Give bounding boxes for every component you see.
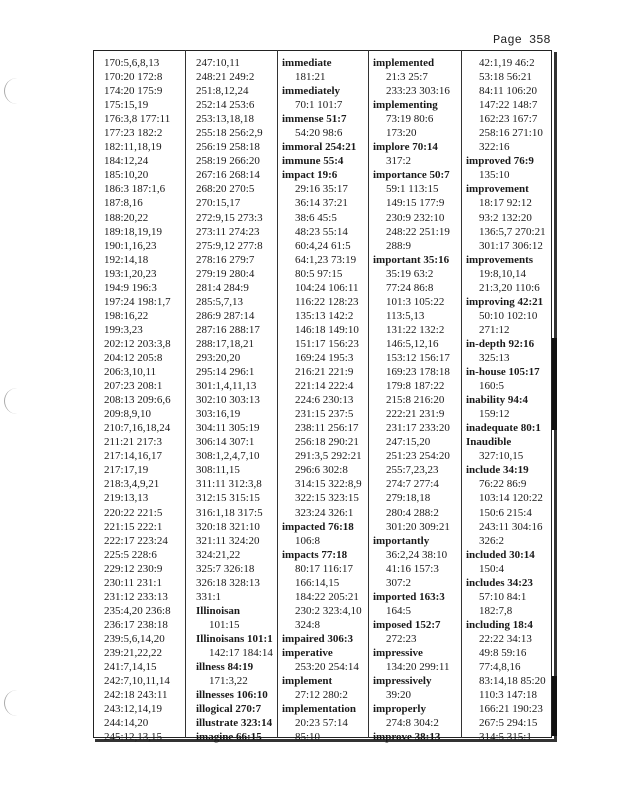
index-entry: 54:20 98:6 — [295, 127, 343, 140]
index-entry: 116:22 128:23 — [295, 295, 359, 308]
index-term: implementing — [373, 99, 438, 112]
index-entry: 20:23 57:14 — [295, 717, 348, 730]
index-term: illnesses 106:10 — [196, 689, 268, 702]
index-term: implement — [282, 675, 333, 688]
index-entry: 255:7,23,23 — [386, 464, 439, 477]
index-entry: 106:8 — [295, 534, 321, 547]
index-entry: 323:24 326:1 — [295, 506, 354, 519]
index-term: immediate — [282, 57, 332, 69]
index-entry: 326:18 328:13 — [196, 576, 260, 589]
index-entry: 42:1,19 46:2 — [479, 57, 535, 69]
index-term: Illinoisans 101:1 — [196, 632, 273, 645]
index-entry: 230:2 323:4,10 — [295, 604, 362, 617]
index-entry: 285:5,7,13 — [196, 295, 244, 308]
index-entry: 270:15,17 — [196, 197, 241, 210]
index-entry: 267:5 294:15 — [479, 717, 538, 730]
index-entry: 225:5 228:6 — [104, 548, 157, 561]
index-entry: 322:16 — [479, 141, 510, 154]
index-entry: 199:3,23 — [104, 323, 143, 336]
index-entry: 220:22 221:5 — [104, 506, 163, 519]
index-entry: 197:24 198:1,7 — [104, 295, 171, 308]
index-entry: 222:17 223:24 — [104, 534, 168, 547]
index-entry: 242:18 243:11 — [104, 689, 168, 702]
index-entry: 215:8 216:20 — [386, 394, 445, 407]
index-term: include 34:19 — [466, 464, 529, 477]
index-term: implemented — [373, 57, 435, 69]
side-bar-marker — [552, 676, 557, 736]
index-entry: 36:2,24 38:10 — [386, 548, 448, 561]
index-term: impact 19:6 — [282, 169, 338, 182]
index-term: improving 42:21 — [466, 295, 544, 308]
index-entry: 291:3,5 292:21 — [295, 450, 362, 463]
index-entry: 221:14 222:4 — [295, 380, 354, 393]
index-entry: 164:5 — [386, 604, 412, 617]
index-column-2 — [196, 56, 276, 744]
index-entry: 258:16 271:10 — [479, 127, 543, 140]
page-number: Page 358 — [493, 33, 551, 47]
index-entry: 173:20 — [386, 127, 417, 140]
index-entry: 169:23 178:18 — [386, 366, 450, 379]
index-entry: 83:14,18 85:20 — [479, 675, 546, 688]
index-entry: 231:15 237:5 — [295, 408, 354, 421]
index-entry: 18:17 92:12 — [479, 197, 532, 210]
index-entry: 35:19 63:2 — [386, 267, 434, 280]
index-entry: 184:22 205:21 — [295, 590, 359, 603]
index-term: including 18:4 — [466, 618, 533, 631]
index-entry: 41:16 157:3 — [386, 562, 439, 575]
index-entry: 219:13,13 — [104, 492, 149, 505]
index-entry: 77:4,8,16 — [479, 661, 521, 674]
index-entry: 149:15 177:9 — [386, 197, 445, 210]
index-entry: 324:8 — [295, 618, 321, 631]
index-entry: 229:12 230:9 — [104, 562, 163, 575]
index-term: immediately — [282, 85, 341, 98]
index-entry: 204:12 205:8 — [104, 351, 163, 364]
index-entry: 131:22 132:2 — [386, 323, 445, 336]
index-term: improperly — [373, 703, 426, 716]
index-term: immense 51:7 — [282, 113, 347, 126]
index-entry: 104:24 106:11 — [295, 281, 359, 294]
index-entry: 301:17 306:12 — [479, 239, 543, 252]
index-term: impacted 76:18 — [282, 520, 354, 533]
index-entry: 236:17 238:18 — [104, 618, 168, 631]
index-entry: 170:5,6,8,13 — [104, 57, 160, 69]
index-entry: 27:12 280:2 — [295, 689, 348, 702]
index-entry: 70:1 101:7 — [295, 99, 343, 112]
index-entry: 314:5 315:1 — [479, 731, 532, 744]
index-entry: 247:15,20 — [386, 436, 431, 449]
index-entry: 77:24 86:8 — [386, 281, 434, 294]
index-entry: 325:7 326:18 — [196, 562, 255, 575]
index-entry: 206:3,10,11 — [104, 366, 157, 379]
index-term: imperative — [282, 646, 333, 659]
index-entry: 267:16 268:14 — [196, 169, 260, 182]
index-term: in-depth 92:16 — [466, 337, 535, 350]
index-term: importance 50:7 — [373, 169, 450, 182]
index-entry: 113:5,13 — [386, 309, 425, 322]
index-entry: 253:13,18,18 — [196, 113, 255, 126]
index-term: immoral 254:21 — [282, 141, 357, 154]
index-term: imported 163:3 — [373, 590, 445, 603]
index-entry: 322:15 323:15 — [295, 492, 359, 505]
index-entry: 293:20,20 — [196, 351, 241, 364]
index-entry: 176:3,8 177:11 — [104, 113, 171, 126]
index-entry: 301:1,4,11,13 — [196, 380, 257, 393]
index-entry: 258:19 266:20 — [196, 155, 260, 168]
index-entry: 243:12,14,19 — [104, 703, 163, 716]
index-entry: 321:11 324:20 — [196, 534, 260, 547]
index-entry: 85:10 — [295, 731, 321, 744]
index-entry: 190:1,16,23 — [104, 239, 157, 252]
index-entry: 308:11,15 — [196, 464, 240, 477]
index-entry: 306:14 307:1 — [196, 436, 255, 449]
index-entry: 207:23 208:1 — [104, 380, 163, 393]
index-entry: 278:16 279:7 — [196, 253, 255, 266]
index-entry: 162:23 167:7 — [479, 113, 538, 126]
index-entry: 29:16 35:17 — [295, 183, 348, 196]
index-entry: 218:3,4,9,21 — [104, 478, 160, 491]
index-entry: 233:23 303:16 — [386, 85, 450, 98]
column-separator — [185, 50, 186, 738]
index-term: illness 84:19 — [196, 661, 254, 674]
index-entry: 301:20 309:21 — [386, 520, 450, 533]
punch-hole-middle — [4, 388, 23, 414]
index-entry: 80:5 97:15 — [295, 267, 343, 280]
index-entry: 150:4 — [479, 562, 505, 575]
index-entry: 150:6 215:4 — [479, 506, 532, 519]
index-entry: 256:18 290:21 — [295, 436, 359, 449]
index-term: impressive — [373, 646, 423, 659]
punch-hole-top — [4, 78, 23, 104]
index-column-5 — [466, 56, 552, 744]
column-separator — [277, 50, 278, 738]
index-entry: 241:7,14,15 — [104, 661, 157, 674]
index-entry: 188:20,22 — [104, 211, 149, 224]
index-entry: 272:23 — [386, 632, 417, 645]
index-entry: 179:8 187:22 — [386, 380, 445, 393]
index-entry: 221:15 222:1 — [104, 520, 163, 533]
index-entry: 311:11 312:3,8 — [196, 478, 262, 491]
index-term: improvements — [466, 253, 534, 266]
index-entry: 280:4 288:2 — [386, 506, 439, 519]
index-term: inadequate 80:1 — [466, 422, 541, 435]
index-term: impaired 306:3 — [282, 632, 353, 645]
index-entry: 230:9 232:10 — [386, 211, 445, 224]
index-entry: 166:21 190:23 — [479, 703, 543, 716]
index-entry: 202:12 203:3,8 — [104, 337, 171, 350]
index-entry: 242:7,10,11,14 — [104, 675, 170, 688]
index-entry: 307:2 — [386, 576, 412, 589]
index-entry: 189:18,19,19 — [104, 225, 163, 238]
index-entry: 103:14 120:22 — [479, 492, 543, 505]
index-entry: 288:9 — [386, 239, 412, 252]
index-entry: 316:1,18 317:5 — [196, 506, 263, 519]
index-entry: 93:2 132:20 — [479, 211, 532, 224]
index-entry: 295:14 296:1 — [196, 366, 255, 379]
index-entry: 153:12 156:17 — [386, 351, 450, 364]
index-entry: 314:15 322:8,9 — [295, 478, 362, 491]
index-entry: 159:12 — [479, 408, 510, 421]
index-entry: 235:4,20 236:8 — [104, 604, 171, 617]
index-entry: 64:1,23 73:19 — [295, 253, 357, 266]
index-entry: 38:6 45:5 — [295, 211, 337, 224]
index-entry: 21:3,20 110:6 — [479, 281, 540, 294]
index-entry: 101:3 105:22 — [386, 295, 445, 308]
index-entry: 239:5,6,14,20 — [104, 632, 165, 645]
index-entry: 304:11 305:19 — [196, 422, 260, 435]
index-entry: 245:12,13,15 — [104, 731, 163, 744]
index-term: implore 70:14 — [373, 141, 438, 154]
index-entry: 142:17 184:14 — [209, 646, 273, 659]
index-entry: 39:20 — [386, 689, 412, 702]
index-entry: 317:2 — [386, 155, 412, 168]
index-entry: 256:19 258:18 — [196, 141, 260, 154]
index-entry: 231:12 233:13 — [104, 590, 168, 603]
index-entry: 60:4,24 61:5 — [295, 239, 351, 252]
index-entry: 216:21 221:9 — [295, 366, 354, 379]
index-entry: 252:14 253:6 — [196, 99, 255, 112]
index-entry: 324:21,22 — [196, 548, 241, 561]
index-entry: 192:14,18 — [104, 253, 149, 266]
index-entry: 194:9 196:3 — [104, 281, 157, 294]
index-entry: 303:16,19 — [196, 408, 241, 421]
index-entry: 101:15 — [209, 618, 240, 631]
index-entry: 169:24 195:3 — [295, 351, 354, 364]
index-entry: 224:6 230:13 — [295, 394, 354, 407]
index-entry: 251:23 254:20 — [386, 450, 450, 463]
index-term: improved 76:9 — [466, 155, 534, 168]
index-entry: 248:21 249:2 — [196, 71, 255, 84]
index-entry: 170:20 172:8 — [104, 71, 163, 84]
index-entry: 272:9,15 273:3 — [196, 211, 263, 224]
index-term: included 30:14 — [466, 548, 535, 561]
index-entry: 302:10 303:13 — [196, 394, 260, 407]
index-entry: 166:14,15 — [295, 576, 340, 589]
index-entry: 175:15,19 — [104, 99, 149, 112]
index-term: imposed 152:7 — [373, 618, 441, 631]
index-column-1 — [104, 56, 184, 744]
index-entry: 174:20 175:9 — [104, 85, 163, 98]
index-entry: 288:17,18,21 — [196, 337, 255, 350]
index-entry: 209:8,9,10 — [104, 408, 152, 421]
column-separator — [368, 50, 369, 738]
index-entry: 146:5,12,16 — [386, 337, 439, 350]
index-entry: 217:14,16,17 — [104, 450, 163, 463]
index-entry: 279:19 280:4 — [196, 267, 255, 280]
index-entry: 57:10 84:1 — [479, 590, 527, 603]
index-term: important 35:16 — [373, 253, 450, 266]
index-entry: 217:17,19 — [104, 464, 149, 477]
index-entry: 181:21 — [295, 71, 326, 84]
index-entry: 255:18 256:2,9 — [196, 127, 263, 140]
index-entry: 275:9,12 277:8 — [196, 239, 263, 252]
index-term: improve 38:13 — [373, 731, 441, 744]
index-entry: 268:20 270:5 — [196, 183, 255, 196]
index-entry: 136:5,7 270:21 — [479, 225, 546, 238]
index-entry: 243:11 304:16 — [479, 520, 543, 533]
index-entry: 279:18,18 — [386, 492, 431, 505]
index-entry: 247:10,11 — [196, 57, 240, 69]
index-entry: 182:11,18,19 — [104, 141, 162, 154]
index-column-4 — [373, 56, 460, 744]
index-entry: 22:22 34:13 — [479, 632, 532, 645]
index-entry: 308:1,2,4,7,10 — [196, 450, 260, 463]
index-entry: 312:15 315:15 — [196, 492, 260, 505]
index-entry: 238:11 256:17 — [295, 422, 359, 435]
index-entry: 59:1 113:15 — [386, 183, 439, 196]
index-term: in-house 105:17 — [466, 366, 540, 379]
index-entry: 21:3 25:7 — [386, 71, 428, 84]
index-term: inability 94:4 — [466, 394, 529, 407]
index-entry: 135:10 — [479, 169, 510, 182]
index-entry: 19:8,10,14 — [479, 267, 527, 280]
index-entry: 271:12 — [479, 323, 510, 336]
index-entry: 296:6 302:8 — [295, 464, 348, 477]
index-term: immune 55:4 — [282, 155, 344, 168]
index-term: impressively — [373, 675, 432, 688]
index-entry: 193:1,20,23 — [104, 267, 157, 280]
index-entry: 186:3 187:1,6 — [104, 183, 166, 196]
index-entry: 274:7 277:4 — [386, 478, 439, 491]
index-entry: 184:12,24 — [104, 155, 149, 168]
index-entry: 110:3 147:18 — [479, 689, 537, 702]
index-entry: 73:19 80:6 — [386, 113, 434, 126]
index-entry: 76:22 86:9 — [479, 478, 527, 491]
index-entry: 80:17 116:17 — [295, 562, 353, 575]
index-entry: 53:18 56:21 — [479, 71, 532, 84]
index-entry: 239:21,22,22 — [104, 646, 163, 659]
index-entry: 253:20 254:14 — [295, 661, 359, 674]
index-entry: 49:8 59:16 — [479, 646, 527, 659]
index-entry: 135:13 142:2 — [295, 309, 354, 322]
index-entry: 286:9 287:14 — [196, 309, 255, 322]
index-term: importantly — [373, 534, 430, 547]
index-entry: 320:18 321:10 — [196, 520, 260, 533]
index-entry: 187:8,16 — [104, 197, 143, 210]
index-entry: 147:22 148:7 — [479, 99, 538, 112]
index-entry: 171:3,22 — [209, 675, 248, 688]
index-entry: 84:11 106:20 — [479, 85, 537, 98]
index-entry: 327:10,15 — [479, 450, 524, 463]
index-entry: 160:5 — [479, 380, 505, 393]
index-entry: 244:14,20 — [104, 717, 149, 730]
index-entry: 198:16,22 — [104, 309, 149, 322]
index-entry: 182:7,8 — [479, 604, 513, 617]
index-term: implementation — [282, 703, 356, 716]
index-term: includes 34:23 — [466, 576, 533, 589]
index-term: Illinoisan — [196, 604, 241, 617]
index-entry: 231:17 233:20 — [386, 422, 450, 435]
index-entry: 134:20 299:11 — [386, 661, 450, 674]
column-separator — [461, 50, 462, 738]
index-term: illustrate 323:14 — [196, 717, 273, 730]
index-entry: 211:21 217:3 — [104, 436, 162, 449]
index-entry: 326:2 — [479, 534, 505, 547]
index-entry: 208:13 209:6,6 — [104, 394, 171, 407]
index-entry: 151:17 156:23 — [295, 337, 359, 350]
index-entry: 222:21 231:9 — [386, 408, 445, 421]
index-entry: 177:23 182:2 — [104, 127, 163, 140]
index-entry: 273:11 274:23 — [196, 225, 260, 238]
index-entry: 287:16 288:17 — [196, 323, 260, 336]
index-entry: 281:4 284:9 — [196, 281, 249, 294]
index-term: improvement — [466, 183, 529, 196]
index-entry: 248:22 251:19 — [386, 225, 450, 238]
index-term: illogical 270:7 — [196, 703, 262, 716]
index-entry: 325:13 — [479, 351, 510, 364]
side-bar-marker — [552, 338, 557, 430]
index-entry: 274:8 304:2 — [386, 717, 439, 730]
index-entry: 36:14 37:21 — [295, 197, 348, 210]
index-entry: 50:10 102:10 — [479, 309, 538, 322]
punch-hole-bottom — [4, 690, 23, 716]
index-entry: 185:10,20 — [104, 169, 149, 182]
index-entry: 48:23 55:14 — [295, 225, 348, 238]
index-term: impacts 77:18 — [282, 548, 348, 561]
index-entry: 146:18 149:10 — [295, 323, 359, 336]
index-term: Inaudible — [466, 436, 512, 449]
index-column-3 — [282, 56, 367, 744]
index-entry: 230:11 231:1 — [104, 576, 162, 589]
index-entry: 210:7,16,18,24 — [104, 422, 171, 435]
index-entry: 331:1 — [196, 590, 222, 603]
index-term: imagine 66:15 — [196, 731, 262, 744]
index-entry: 251:8,12,24 — [196, 85, 249, 98]
